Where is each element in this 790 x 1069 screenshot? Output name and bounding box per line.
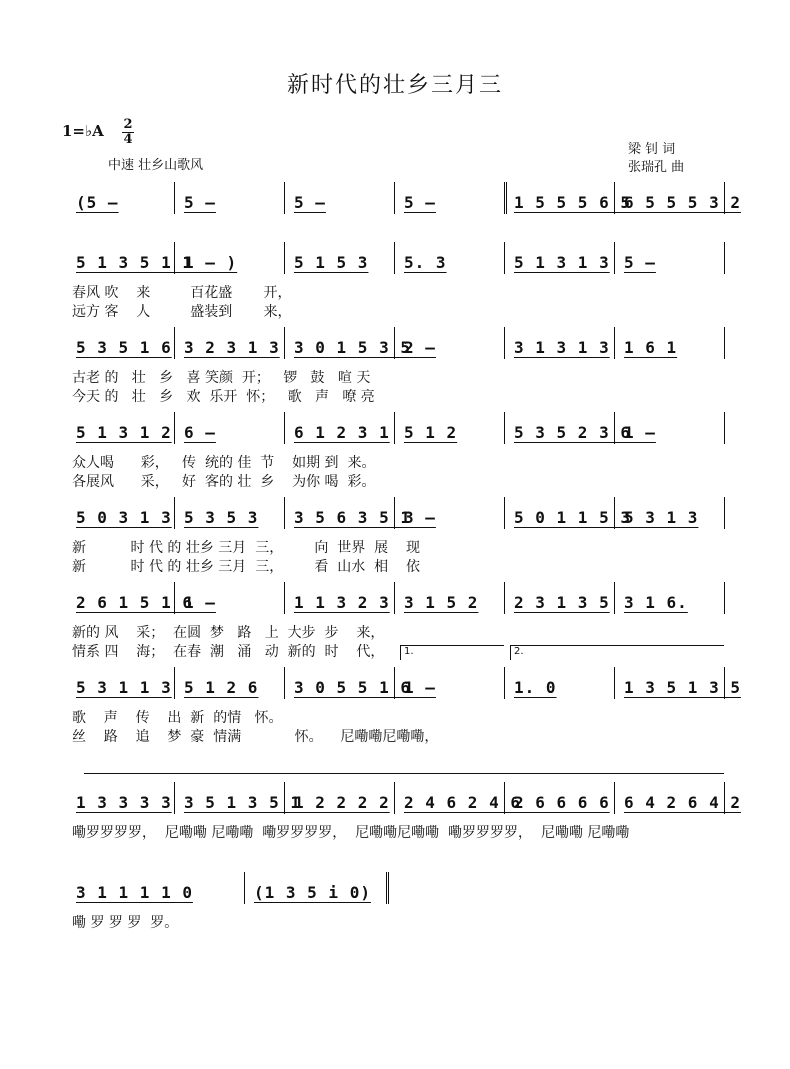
barline bbox=[614, 497, 615, 529]
notes: 1 6 1 bbox=[624, 338, 678, 357]
notes: 3 1 3 1 3 bbox=[514, 338, 610, 357]
lyric-line: 情系 四 海； 在春 潮 涌 动 新的 时 代， bbox=[72, 644, 385, 660]
barline-end bbox=[386, 872, 389, 904]
barline-end bbox=[724, 412, 725, 444]
measure bbox=[294, 410, 390, 446]
barline-end bbox=[724, 582, 725, 614]
barline bbox=[504, 782, 505, 814]
notes: 1 – bbox=[184, 593, 216, 612]
notes: 3 – bbox=[404, 508, 436, 527]
barline-end bbox=[724, 242, 725, 274]
lyric-line: 各展风 采， 好 客的 壮 乡 为你 喝 彩。 bbox=[72, 474, 376, 490]
barline bbox=[174, 582, 175, 614]
measure bbox=[624, 580, 688, 616]
notes: 1 5 5 5 6 5 bbox=[514, 193, 631, 212]
barline bbox=[174, 412, 175, 444]
volta-bracket: 1. bbox=[400, 645, 504, 660]
measure bbox=[184, 410, 216, 446]
notes: 5 1 2 bbox=[404, 423, 458, 442]
notes: 6 5 5 5 3 2 bbox=[624, 193, 741, 212]
notes: 3 5 6 3 5 1 bbox=[294, 508, 411, 527]
lyric-line: 今天 的 壮 乡 欢 乐开 怀； 歌 声 嘹 亮 bbox=[72, 389, 375, 405]
barline bbox=[174, 497, 175, 529]
measure bbox=[76, 870, 193, 906]
notes: (5 – bbox=[76, 193, 119, 212]
section-line bbox=[84, 773, 724, 774]
notes: 5 – bbox=[294, 193, 326, 212]
barline bbox=[504, 667, 505, 699]
barline bbox=[284, 182, 285, 214]
barline bbox=[614, 582, 615, 614]
notes: 5 1 5 3 bbox=[294, 253, 369, 272]
measure bbox=[294, 240, 368, 276]
measure bbox=[76, 780, 172, 816]
lyric-line: 春风 吹 来 百花盛 开， bbox=[72, 285, 292, 301]
lyric-line: 古老 的 壮 乡 喜 笑颜 开； 锣 鼓 喧 天 bbox=[72, 370, 371, 386]
barline bbox=[284, 582, 285, 614]
measure bbox=[184, 495, 258, 531]
notes: 5 3 1 3 bbox=[624, 508, 699, 527]
time-signature bbox=[122, 118, 134, 147]
composer-credit: 张瑞孔 曲 bbox=[628, 160, 685, 175]
notes: 5 3 5 2 3 6 bbox=[514, 423, 631, 442]
notes: (1 3 5 i 0) bbox=[254, 883, 371, 902]
measure bbox=[254, 870, 371, 906]
barline bbox=[504, 327, 505, 359]
measure bbox=[624, 410, 656, 446]
barline bbox=[614, 667, 615, 699]
notes: 3 5 1 3 5 1 bbox=[184, 793, 301, 812]
measure bbox=[404, 325, 436, 361]
barline bbox=[614, 327, 615, 359]
measure bbox=[624, 240, 656, 276]
measure bbox=[514, 240, 610, 276]
notes: 5 1 3 1 3 bbox=[514, 253, 610, 272]
notes: 2 – bbox=[404, 338, 436, 357]
barline bbox=[504, 182, 507, 214]
measure bbox=[184, 325, 280, 361]
measure bbox=[624, 325, 677, 361]
volta-bracket: 2. bbox=[510, 645, 724, 660]
lyricist-credit: 梁 钊 词 bbox=[628, 142, 676, 157]
staff-system bbox=[0, 870, 790, 970]
barline bbox=[284, 667, 285, 699]
notes: 5 3 5 1 6 bbox=[76, 338, 172, 357]
notes: 1 2 2 2 2 bbox=[294, 793, 390, 812]
measure bbox=[76, 410, 172, 446]
notes: 5 3 1 1 3 bbox=[76, 678, 172, 697]
barline bbox=[614, 782, 615, 814]
lyric-line: 嘞 罗 罗 罗 罗。 bbox=[72, 915, 179, 931]
barline bbox=[394, 242, 395, 274]
measure bbox=[514, 325, 610, 361]
lyric-line: 远方 客 人 盛装到 来， bbox=[72, 304, 292, 320]
barline bbox=[394, 182, 395, 214]
barline-end bbox=[724, 782, 725, 814]
notes: 6 4 2 6 4 2 bbox=[624, 793, 741, 812]
barline bbox=[284, 242, 285, 274]
barline bbox=[394, 782, 395, 814]
notes: 2 4 6 2 4 6 bbox=[404, 793, 521, 812]
notes: 2 6 6 6 6 bbox=[514, 793, 610, 812]
page-title: 新时代的壮乡三月三 bbox=[286, 73, 503, 98]
notes: 1 3 5 1 3 5 bbox=[624, 678, 741, 697]
lyric-line: 歌 声 传 出 新 的情 怀。 bbox=[72, 710, 283, 726]
barline bbox=[504, 242, 505, 274]
barline bbox=[244, 872, 245, 904]
measure bbox=[294, 580, 390, 616]
barline bbox=[504, 582, 505, 614]
tempo-marking: 中速 壮乡山歌风 bbox=[108, 158, 204, 173]
barline bbox=[284, 412, 285, 444]
notes: 5 3 5 3 bbox=[184, 508, 259, 527]
barline bbox=[394, 497, 395, 529]
notes: 5 – bbox=[624, 253, 656, 272]
barline bbox=[614, 412, 615, 444]
measure bbox=[404, 410, 457, 446]
notes: 5 1 2 6 bbox=[184, 678, 259, 697]
notes: 5 – bbox=[184, 193, 216, 212]
measure bbox=[404, 495, 436, 531]
notes: 3 1 6. bbox=[624, 593, 688, 612]
notes: 5. 3 bbox=[404, 253, 447, 272]
notes: 1. 0 bbox=[514, 678, 557, 697]
barline bbox=[174, 182, 175, 214]
barline bbox=[284, 782, 285, 814]
barline bbox=[614, 182, 615, 214]
barline bbox=[394, 582, 395, 614]
barline bbox=[394, 327, 395, 359]
barline bbox=[174, 782, 175, 814]
barline bbox=[614, 242, 615, 274]
notes: 1 – bbox=[404, 678, 436, 697]
barline bbox=[174, 667, 175, 699]
lyric-line: 丝 路 追 梦 豪 情满 怀。 尼嘞嘞尼嘞嘞， bbox=[72, 729, 439, 745]
measure bbox=[76, 325, 172, 361]
measure bbox=[294, 180, 326, 216]
lyric-line: 新 时 代 的 壮乡 三月 三， 向 世界 展 现 bbox=[72, 540, 420, 556]
barline bbox=[394, 412, 395, 444]
notes: 1 – ) bbox=[184, 253, 238, 272]
notes: 1 3 3 3 3 bbox=[76, 793, 172, 812]
measure bbox=[294, 780, 390, 816]
notes: 5 – bbox=[404, 193, 436, 212]
staff-system bbox=[0, 780, 790, 880]
measure bbox=[184, 180, 216, 216]
barline-end bbox=[724, 327, 725, 359]
measure bbox=[404, 580, 478, 616]
measure bbox=[624, 495, 698, 531]
notes: 3 2 3 1 3 bbox=[184, 338, 280, 357]
notes: 3 0 1 5 3 5 bbox=[294, 338, 411, 357]
notes: 3 1 1 1 1 0 bbox=[76, 883, 193, 902]
notes: 3 1 5 2 bbox=[404, 593, 479, 612]
measure bbox=[76, 665, 172, 701]
notes: 5 1 3 1 2 bbox=[76, 423, 172, 442]
notes: 1 – bbox=[624, 423, 656, 442]
barline bbox=[284, 327, 285, 359]
lyric-line: 众人喝 彩， 传 统的 佳 节 如期 到 来。 bbox=[72, 455, 376, 471]
measure bbox=[184, 665, 258, 701]
measure bbox=[184, 240, 237, 276]
barline bbox=[174, 242, 175, 274]
lyric-line: 嘞罗罗罗罗， 尼嘞嘞 尼嘞嘞 嘞罗罗罗罗， 尼嘞嘞尼嘞嘞 嘞罗罗罗罗， 尼嘞嘞 尼嘞嘞 bbox=[72, 825, 630, 841]
measure bbox=[76, 495, 172, 531]
notes: 5 0 3 1 3 bbox=[76, 508, 172, 527]
measure bbox=[514, 580, 610, 616]
measure bbox=[76, 180, 119, 216]
key-signature: 1=♭A bbox=[62, 122, 104, 140]
barline bbox=[504, 497, 505, 529]
measure bbox=[404, 240, 447, 276]
barline bbox=[284, 497, 285, 529]
measure bbox=[76, 580, 193, 616]
barline-end bbox=[724, 497, 725, 529]
barline bbox=[174, 327, 175, 359]
lyric-line: 新的 风 采； 在圆 梦 路 上 大步 步 来， bbox=[72, 625, 385, 641]
notes: 6 1 2 3 1 bbox=[294, 423, 390, 442]
notes: 6 – bbox=[184, 423, 216, 442]
barline bbox=[394, 667, 395, 699]
measure bbox=[514, 665, 557, 701]
measure bbox=[514, 780, 610, 816]
barline-end bbox=[724, 182, 725, 214]
time-bottom: 4 bbox=[123, 132, 133, 147]
notes: 3 0 5 5 1 6 bbox=[294, 678, 411, 697]
measure bbox=[76, 240, 193, 276]
notes: 5 0 1 1 5 3 bbox=[514, 508, 631, 527]
measure bbox=[184, 580, 216, 616]
time-top: 2 bbox=[123, 117, 133, 132]
measure bbox=[404, 180, 436, 216]
notes: 1 1 3 2 3 bbox=[294, 593, 390, 612]
barline-end bbox=[724, 667, 725, 699]
notes: 5 1 3 5 1 1 bbox=[76, 253, 193, 272]
notes: 2 3 1 3 5 bbox=[514, 593, 610, 612]
lyric-line: 新 时 代 的 壮乡 三月 三， 看 山水 相 依 bbox=[72, 559, 420, 575]
measure bbox=[404, 665, 436, 701]
barline bbox=[504, 412, 505, 444]
notes: 2 6 1 5 1 6 bbox=[76, 593, 193, 612]
